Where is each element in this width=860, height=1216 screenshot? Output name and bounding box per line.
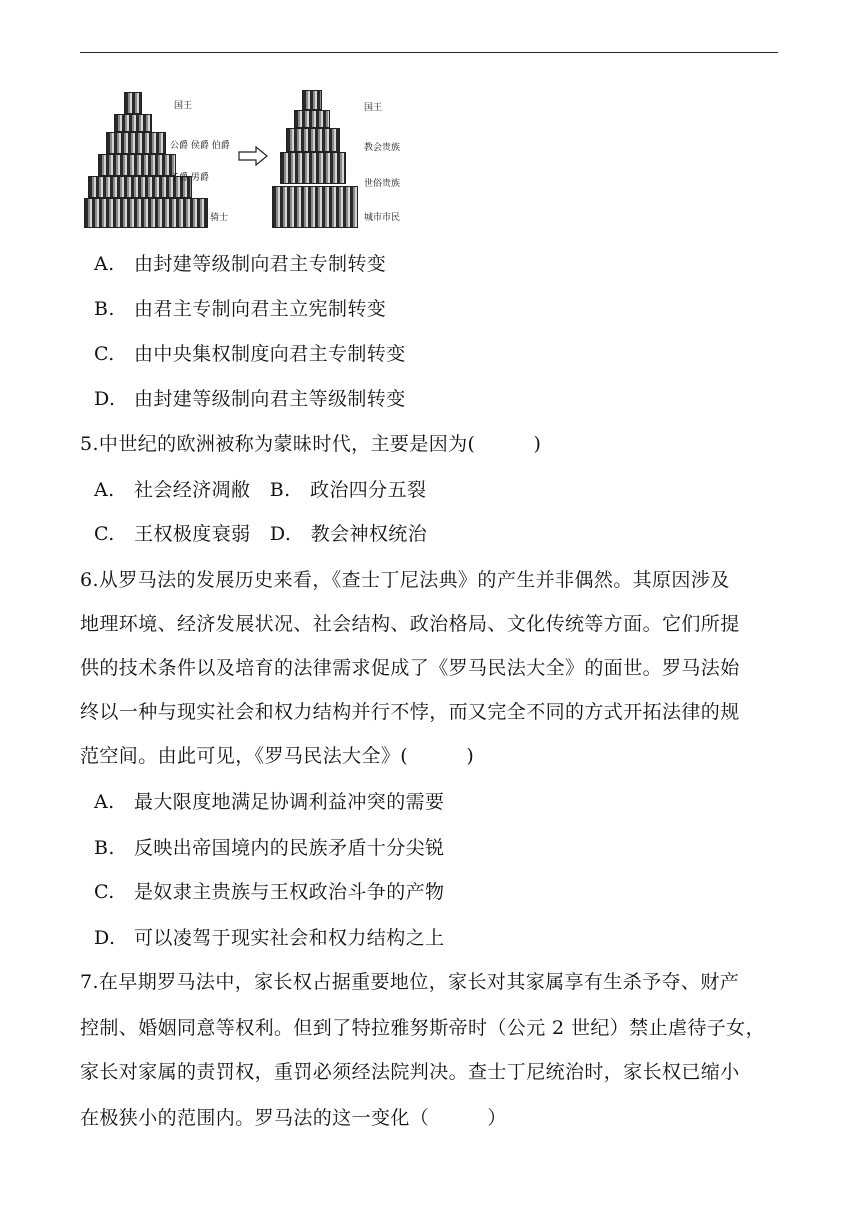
q6-option-b-text: 反映出帝国境内的民族矛盾十分尖锐	[134, 837, 445, 859]
q6-option-b-letter: B.	[94, 837, 115, 859]
left-tier-dukes	[106, 132, 166, 154]
q6-stem-line-4: 终以一种与现实社会和权力结构并行不悖，而又完全不同的方式开拓法律的规	[80, 701, 740, 723]
left-label-viscounts: 子爵 男爵	[170, 173, 209, 183]
right-tier-upper	[294, 110, 330, 128]
left-tier-king	[124, 92, 142, 114]
q6-option-a[interactable]	[94, 790, 444, 814]
q4-option-b[interactable]	[94, 297, 386, 321]
q4-option-d-letter: D.	[94, 388, 116, 410]
q4-option-a-text: 由封建等级制向君主专制转变	[134, 253, 387, 275]
q6-option-c[interactable]	[94, 880, 444, 904]
q5-stem: 5.中世纪的欧洲被称为蒙昧时代，主要是因为( )	[80, 433, 542, 455]
q4-option-c-letter: C.	[94, 343, 115, 365]
right-tier-church	[286, 128, 340, 152]
q6-stem-line-5: 范空间。由此可见，《罗马民法大全》( )	[80, 745, 475, 767]
left-tier-viscounts	[98, 154, 176, 176]
q6-stem-line-3: 供的技术条件以及培育的法律需求促成了《罗马民法大全》的面世。罗马法始	[80, 657, 740, 679]
left-label-dukes: 公爵 侯爵 伯爵	[170, 141, 230, 151]
q4-option-c[interactable]	[94, 342, 406, 366]
header-rule	[80, 52, 778, 53]
q6-option-d-letter: D.	[94, 927, 116, 949]
q4-option-d-text: 由封建等级制向君主等级制转变	[134, 388, 406, 410]
q4-option-c-text: 由中央集权制度向君主专制转变	[134, 343, 406, 365]
q7-stem-line-3: 家长对家属的责罚权，重罚必须经法院判决。查士丁尼统治时，家长权已缩小	[80, 1061, 740, 1083]
q7-stem-line-1: 7.在早期罗马法中，家长权占据重要地位，家长对其家属享有生杀予夺、财产	[80, 971, 740, 993]
q7-stem-line-2: 控制、婚姻同意等权利。但到了特拉雅努斯帝时（公元 2 世纪）禁止虐待子女，	[80, 1017, 765, 1039]
right-tier-king	[302, 90, 322, 110]
right-arrow-icon	[238, 146, 268, 166]
left-label-knights: 骑士	[210, 213, 229, 223]
left-label-king: 国王	[174, 101, 193, 111]
q6-option-c-letter: C.	[94, 881, 115, 903]
q5-options-row-2[interactable]: C. 王权极度衰弱 D. 教会神权统治	[94, 523, 428, 545]
q6-option-a-letter: A.	[94, 791, 115, 813]
q6-option-d[interactable]	[94, 926, 444, 950]
right-label-citizens: 城市市民	[364, 213, 401, 223]
left-tier-upper	[114, 114, 152, 132]
social-pyramid-figure	[84, 88, 414, 230]
right-pyramid-illustration	[272, 88, 412, 230]
q4-option-a-letter: A.	[94, 253, 115, 275]
q6-option-a-text: 最大限度地满足协调利益冲突的需要	[134, 791, 445, 813]
q4-option-a[interactable]	[94, 252, 386, 276]
left-pyramid-illustration	[84, 88, 234, 230]
q6-stem-line-2: 地理环境、经济发展状况、社会结构、政治格局、文化传统等方面。它们所提	[80, 613, 740, 635]
right-label-king: 国王	[364, 103, 383, 113]
right-tier-citizens	[272, 186, 358, 228]
right-label-church: 教会贵族	[364, 143, 401, 153]
right-label-secular: 世俗贵族	[364, 179, 401, 189]
q4-option-b-letter: B.	[94, 298, 115, 320]
q4-option-d[interactable]	[94, 387, 406, 411]
right-tier-secular	[280, 152, 346, 184]
q6-stem-line-1: 6.从罗马法的发展历史来看，《查士丁尼法典》的产生并非偶然。其原因涉及	[80, 569, 730, 591]
left-tier-knights	[84, 198, 208, 228]
q5-options-row-1[interactable]: A. 社会经济凋敝 B. 政治四分五裂	[94, 479, 427, 501]
q7-stem-line-4: 在极狭小的范围内。罗马法的这一变化（ ）	[80, 1107, 507, 1129]
q6-option-d-text: 可以凌驾于现实社会和权力结构之上	[134, 927, 445, 949]
q6-option-b[interactable]	[94, 836, 444, 860]
q6-option-c-text: 是奴隶主贵族与王权政治斗争的产物	[134, 881, 445, 903]
q4-option-b-text: 由君主专制向君主立宪制转变	[134, 298, 387, 320]
